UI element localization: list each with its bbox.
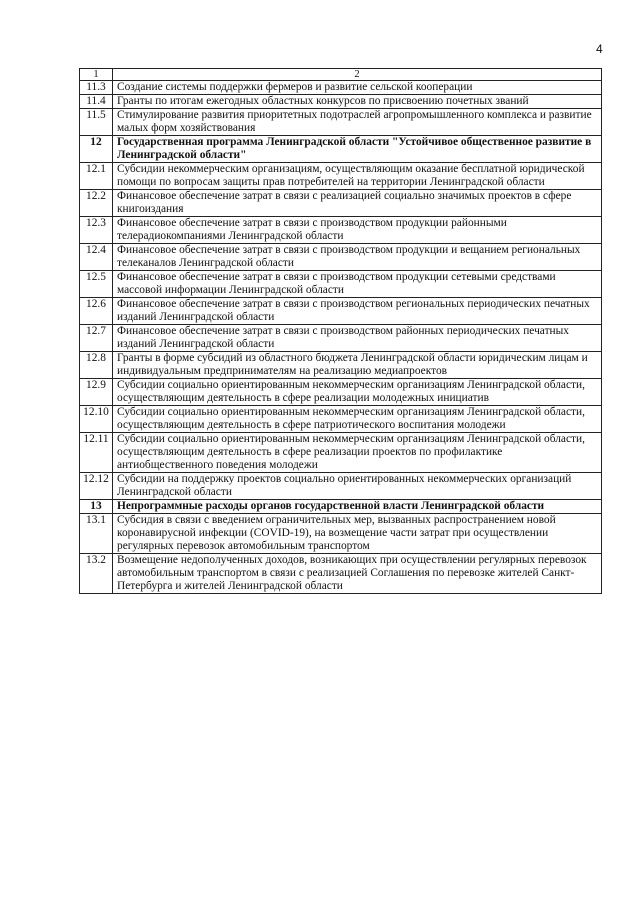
row-number: 12.11 bbox=[80, 433, 113, 473]
row-text: Гранты по итогам ежегодных областных конкурсов по присвоению почетных званий bbox=[113, 95, 602, 109]
row-text: Финансовое обеспечение затрат в связи с производством продукции сетевыми средствами массовой информации Ленинградской области bbox=[113, 271, 602, 298]
table-header-row bbox=[80, 69, 602, 81]
row-text: Гранты в форме субсидий из областного бюджета Ленинградской области юридическим лицам и индивидуальным предпринимателям на реализацию медиапроектов bbox=[113, 352, 602, 379]
row-number: 13 bbox=[80, 500, 113, 514]
row-text: Финансовое обеспечение затрат в связи с реализацией социально значимых проектов в сфере книгоиздания bbox=[113, 190, 602, 217]
row-text: Финансовое обеспечение затрат в связи с производством районных периодических печатных изданий Ленинградской области bbox=[113, 325, 602, 352]
row-text: Стимулирование развития приоритетных подотраслей агропромышленного комплекса и развитие малых форм хозяйствования bbox=[113, 109, 602, 136]
table-row bbox=[80, 217, 602, 244]
table-section-row bbox=[80, 500, 602, 514]
table-row bbox=[80, 81, 602, 95]
row-text: Создание системы поддержки фермеров и развитие сельской кооперации bbox=[113, 81, 602, 95]
row-text: Непрограммные расходы органов государственной власти Ленинградской области bbox=[113, 500, 602, 514]
table-row bbox=[80, 554, 602, 594]
row-text: Финансовое обеспечение затрат в связи с производством продукции и вещанием региональных телеканалов Ленинградской области bbox=[113, 244, 602, 271]
row-number: 12.3 bbox=[80, 217, 113, 244]
row-text: Субсидии некоммерческим организациям, осуществляющим оказание бесплатной юридической помощи по вопросам защиты прав потребителей на территории Ленинградской области bbox=[113, 163, 602, 190]
row-text: Субсидии социально ориентированным некоммерческим организациям Ленинградской области, осуществляющим деятельность в сфере реализации молодежных инициатив bbox=[113, 379, 602, 406]
table-row bbox=[80, 433, 602, 473]
row-number: 12.8 bbox=[80, 352, 113, 379]
document-table-body bbox=[80, 69, 602, 594]
row-number: 12.7 bbox=[80, 325, 113, 352]
column-1-header: 1 bbox=[80, 69, 113, 81]
row-number: 11.4 bbox=[80, 95, 113, 109]
row-number: 13.2 bbox=[80, 554, 113, 594]
table-section-row bbox=[80, 136, 602, 163]
table-row bbox=[80, 379, 602, 406]
table-row bbox=[80, 473, 602, 500]
table-row bbox=[80, 325, 602, 352]
row-text: Субсидии на поддержку проектов социально ориентированных некоммерческих организаций Ленинградской области bbox=[113, 473, 602, 500]
row-text: Финансовое обеспечение затрат в связи с производством региональных периодических печатных изданий Ленинградской области bbox=[113, 298, 602, 325]
row-number: 12.2 bbox=[80, 190, 113, 217]
row-number: 12.6 bbox=[80, 298, 113, 325]
table-row bbox=[80, 95, 602, 109]
row-text: Субсидии социально ориентированным некоммерческим организациям Ленинградской области, осуществляющим деятельность в сфере патриотического воспитания молодежи bbox=[113, 406, 602, 433]
table-row bbox=[80, 298, 602, 325]
table-row bbox=[80, 514, 602, 554]
row-number: 12.12 bbox=[80, 473, 113, 500]
row-number: 12.10 bbox=[80, 406, 113, 433]
table-row bbox=[80, 109, 602, 136]
document-table bbox=[79, 68, 602, 594]
table-row bbox=[80, 352, 602, 379]
table-row bbox=[80, 271, 602, 298]
row-text: Возмещение недополученных доходов, возникающих при осуществлении регулярных перевозок автомобильным транспортом в связи с реализацией Соглашения по перевозке жителей Санкт-Петербурга и жителей Ленинградской области bbox=[113, 554, 602, 594]
page-number: 4 bbox=[596, 42, 603, 56]
row-text: Субсидия в связи с введением ограничительных мер, вызванных распространением новой коронавирусной инфекции (COVID-19), на возмещение части затрат при осуществлении регулярных перевозок автомобильным транспортом bbox=[113, 514, 602, 554]
table-row bbox=[80, 163, 602, 190]
table-row bbox=[80, 406, 602, 433]
table-row bbox=[80, 190, 602, 217]
row-number: 13.1 bbox=[80, 514, 113, 554]
row-number: 11.3 bbox=[80, 81, 113, 95]
column-2-header: 2 bbox=[113, 69, 602, 81]
row-number: 12.1 bbox=[80, 163, 113, 190]
row-number: 12 bbox=[80, 136, 113, 163]
row-number: 12.5 bbox=[80, 271, 113, 298]
row-text: Финансовое обеспечение затрат в связи с производством продукции районными телерадиокомпаниями Ленинградской области bbox=[113, 217, 602, 244]
row-number: 12.9 bbox=[80, 379, 113, 406]
row-text: Субсидии социально ориентированным некоммерческим организациям Ленинградской области, осуществляющим деятельность в сфере реализации проектов по профилактике антиобщественного поведения молодежи bbox=[113, 433, 602, 473]
table-row bbox=[80, 244, 602, 271]
row-number: 12.4 bbox=[80, 244, 113, 271]
row-text: Государственная программа Ленинградской области "Устойчивое общественное развитие в Ленинградской области" bbox=[113, 136, 602, 163]
row-number: 11.5 bbox=[80, 109, 113, 136]
